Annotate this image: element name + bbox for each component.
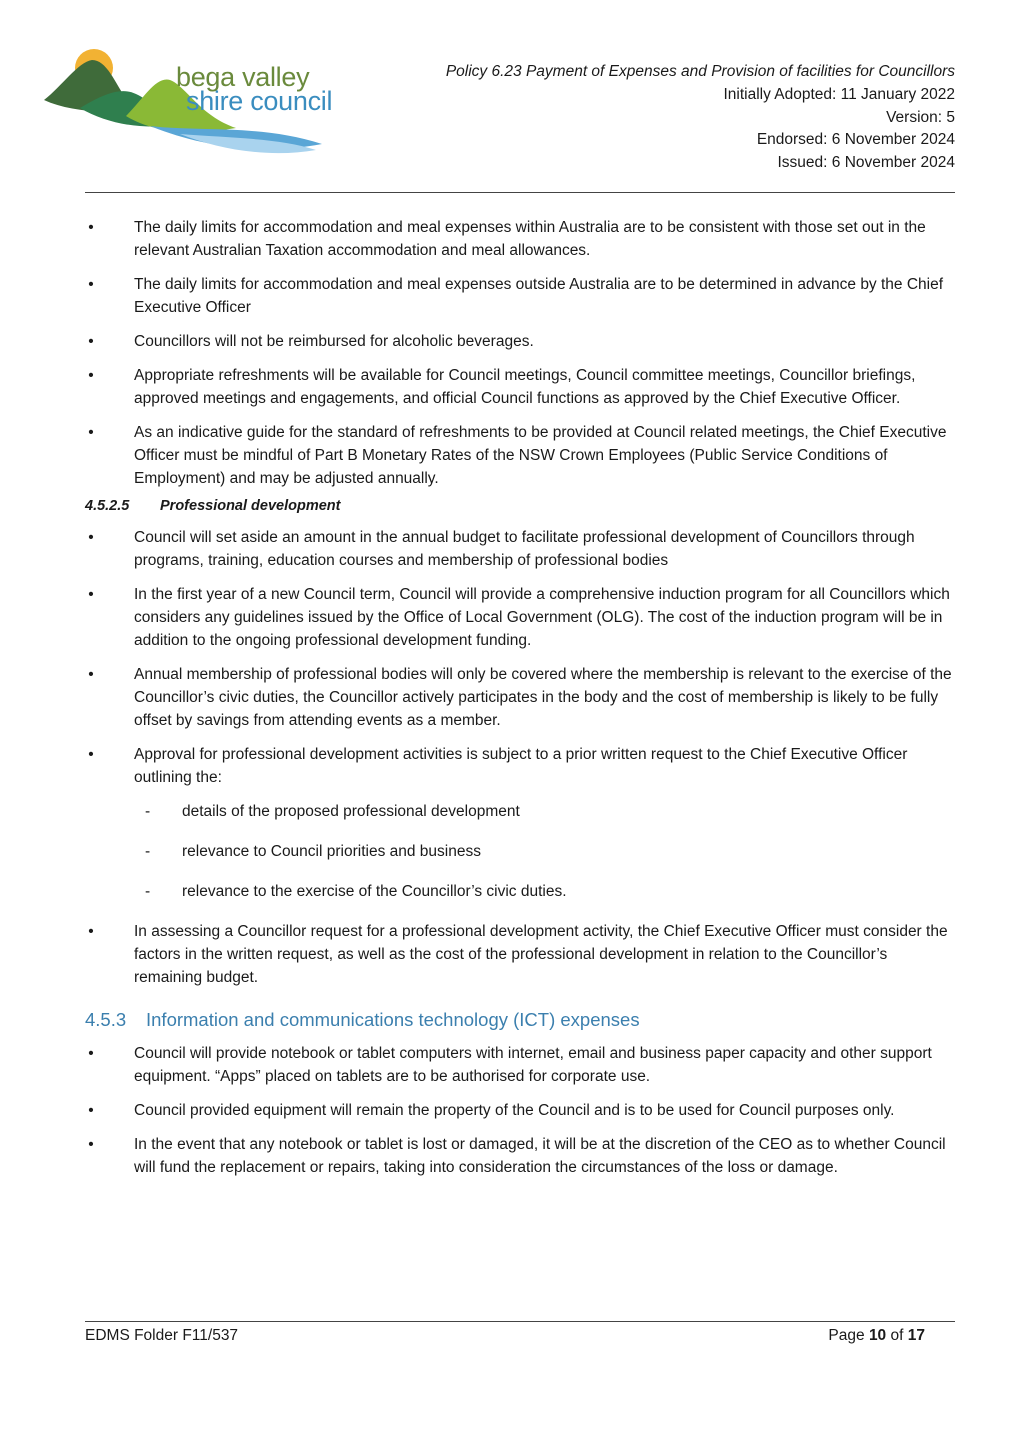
list-item-text: The daily limits for accommodation and meal expenses outside Australia are to be determined in advance by the Chief Executive Officer [134,276,944,316]
list-item-text: Approval for professional development activities is subject to a prior written request to the Chief Executive Officer outlining the: [134,746,908,786]
list-item [85,216,955,262]
initially-adopted: Initially Adopted: 11 January 2022 [723,85,955,103]
subsection-number: 4.5.2.5 [85,498,130,514]
list-item-text: The daily limits for accommodation and meal expenses within Australia are to be consistent with those set out in the relevant Australian Taxation accommodation and meal allowances. [134,219,926,259]
edms-folder: EDMS Folder F11/537 [85,1327,239,1344]
subsection-title: Professional development [160,498,341,514]
section-number: 4.5.3 [85,1009,127,1030]
page-of-label: of [890,1327,904,1344]
dash-marker: - [145,803,151,820]
bullet-marker: • [88,276,94,293]
dash-marker: - [145,843,151,860]
list-item [85,1133,955,1179]
bullet-marker: • [88,529,94,546]
logo-text-line1: bega valley [176,62,310,92]
sub-list-item-text: relevance to the exercise of the Councillor’s civic duties. [182,883,567,900]
subsection-heading-professional-development [85,495,955,518]
section-title: Information and communications technology (ICT) expenses [146,1009,640,1030]
bullet-marker: • [88,746,94,763]
logo-text-line2: shire council [186,86,333,116]
list-item-text: In assessing a Councillor request for a professional development activity, the Chief Executive Officer must consider the factors in the written request, as well as the cost of the professional development in relation to the Councillor’s remaining budget. [134,923,948,986]
footer-divider [85,1321,955,1322]
sub-list [85,800,955,903]
list-item-text: Annual membership of professional bodies will only be covered where the membership is relevant to the exercise of the Councillor’s civic duties, the Councillor actively participates in the body and the cost of membership is likely to be fully offset by savings from attending events as a member. [134,666,952,729]
list-item [85,583,955,652]
sub-list-item [85,800,955,823]
list-item-text: Appropriate refreshments will be available for Council meetings, Council committee meetings, Councillor briefings, approved meetings and engagements, and official Council functions as approved by the Chief Executive Officer. [134,367,916,407]
sub-list-item-text: details of the proposed professional development [182,803,520,820]
policy-title: Policy 6.23 Payment of Expenses and Provision of facilities for Councillors [445,63,955,80]
dash-marker: - [145,883,151,900]
bullet-marker: • [88,666,94,683]
version: Version: 5 [886,108,955,126]
bullet-marker: • [88,219,94,236]
document-header-meta [446,61,955,175]
list-item [85,1099,955,1122]
list-item [85,273,955,319]
sub-list-item [85,880,955,903]
list-item-text: Council will set aside an amount in the annual budget to facilitate professional development of Councillors through programs, training, education courses and membership of professional bodies [134,529,915,569]
bullet-marker: • [88,424,94,441]
header-divider [85,192,955,193]
bullet-marker: • [88,1102,94,1119]
sub-list-item [85,840,955,863]
issued-date: Issued: 6 November 2024 [777,154,955,172]
list-item [85,330,955,353]
bullet-marker: • [88,1045,94,1062]
section-heading-ict-expenses [85,1008,955,1031]
list-item-text: As an indicative guide for the standard of refreshments to be provided at Council related meetings, the Chief Executive Officer must be mindful of Part B Monetary Rates of the NSW Crown Employees (Public Service Conditions of Employment) and may be adjusted annually. [134,424,947,487]
page-total: 17 [907,1327,925,1344]
list-item-text: In the first year of a new Council term, Council will provide a comprehensive induction program for all Councillors which considers any guidelines issued by the Office of Local Government (OLG). The cost of the induction program will be in addition to the ongoing professional development funding. [134,586,950,649]
page-number [828,1327,925,1345]
sub-list-item-text: relevance to Council priorities and business [182,843,481,860]
page-label: Page [828,1327,865,1344]
document-body [85,216,955,1190]
list-item-text: In the event that any notebook or tablet is lost or damaged, it will be at the discretion of the CEO as to whether Council will fund the replacement or repairs, taking into consideration the circumstances of the loss or damage. [134,1136,946,1176]
list-item [85,743,955,789]
endorsed-date: Endorsed: 6 November 2024 [756,131,955,149]
bullet-marker: • [88,586,94,603]
list-item [85,1042,955,1088]
list-item-text: Council will provide notebook or tablet computers with internet, email and business paper capacity and other support equipment. “Apps” placed on tablets are to be authorised for corporate use. [134,1045,932,1085]
bullet-marker: • [88,367,94,384]
list-item-text: Council provided equipment will remain the property of the Council and is to be used for Council purposes only. [134,1102,895,1119]
list-item [85,663,955,732]
list-item [85,526,955,572]
list-item-text: Councillors will not be reimbursed for alcoholic beverages. [134,333,534,350]
page-current: 10 [868,1327,887,1344]
bullet-marker: • [88,1136,94,1153]
list-item [85,920,955,989]
council-logo [40,46,380,158]
list-item [85,364,955,410]
list-item [85,421,955,490]
bullet-marker: • [88,333,94,350]
bullet-marker: • [88,923,94,940]
